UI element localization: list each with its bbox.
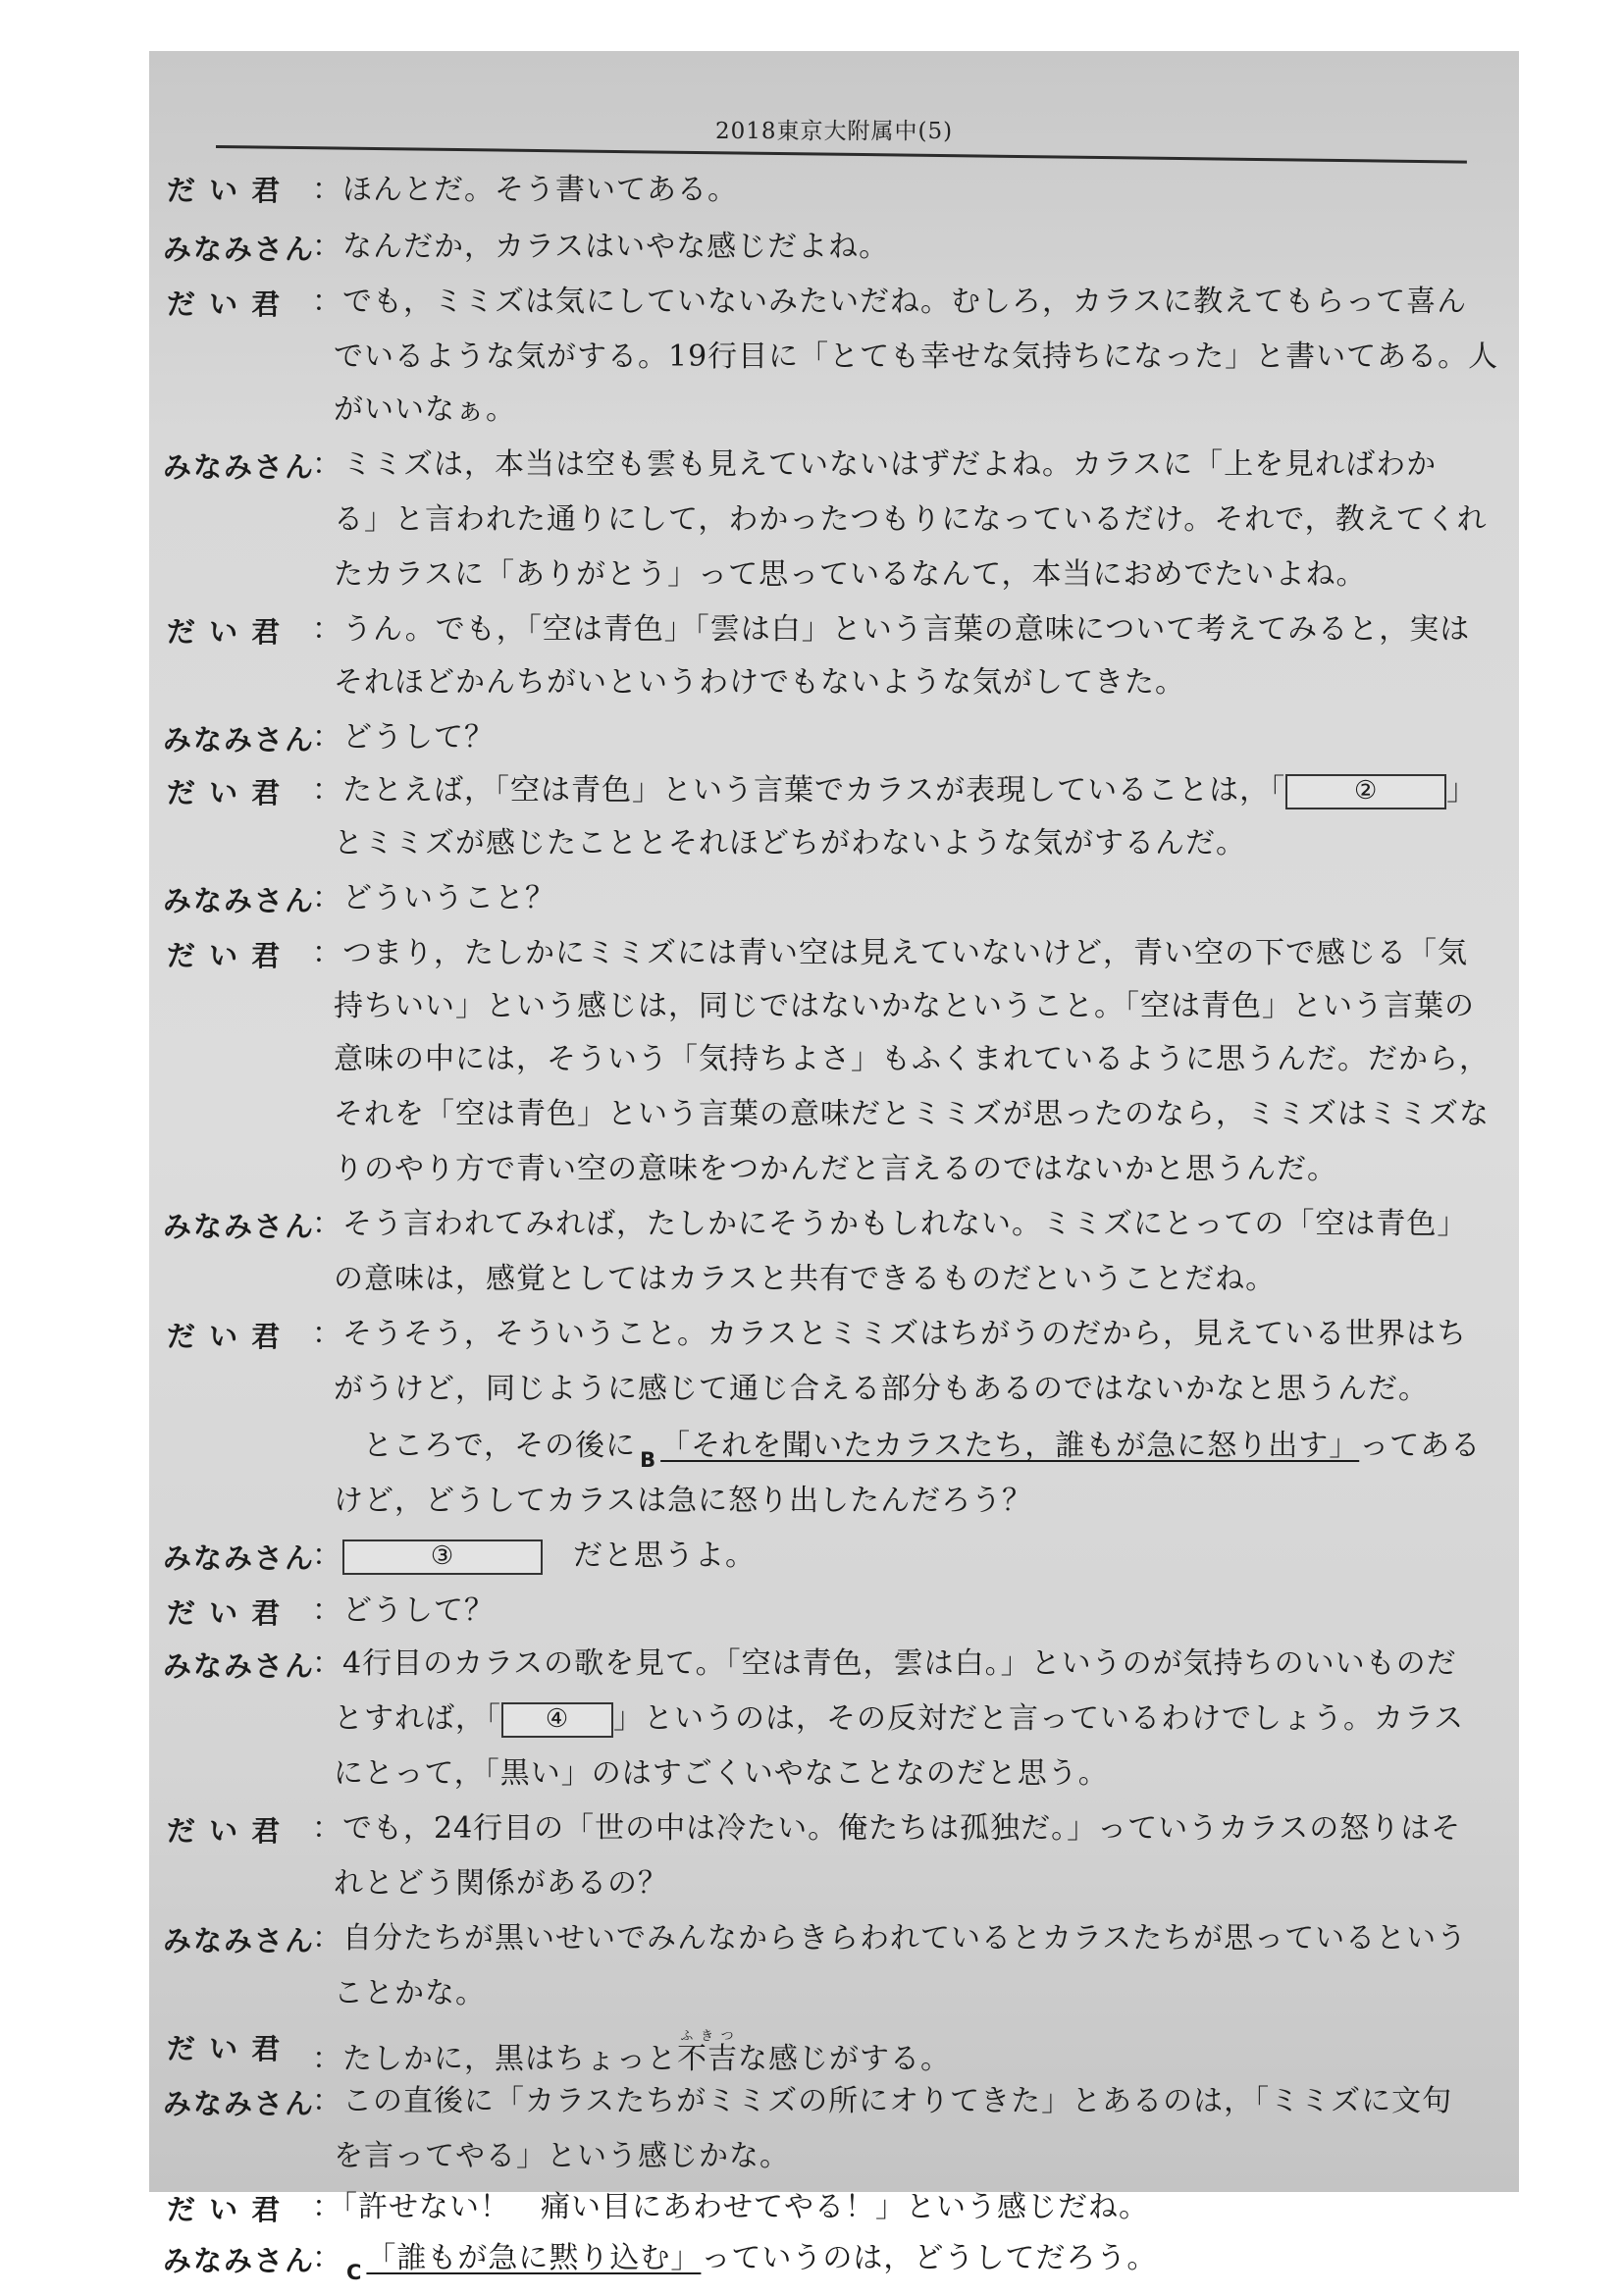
speaker-minami: みなみさん (163, 1541, 316, 1575)
speaker-minami: みなみさん (163, 1924, 316, 1957)
dialogue-line: ：そうそう，そういうこと。カラスとミミズはちがうのだから，見えている世界はち (312, 1317, 1468, 1351)
speaker-dai: だ い 君 (167, 1596, 283, 1630)
dialogue-line: る」と言われた通りにして，わかったつもりになっているだけ。それで，教えてくれ (334, 502, 1488, 537)
dialogue-line: ：つまり，たしかにミミズには青い空は見えていないけど，青い空の下で感じる「気 (312, 936, 1468, 970)
speaker-minami: みなみさん (163, 2087, 316, 2120)
blank-box-2: ② (1285, 774, 1446, 809)
dialogue-line: ：そう言われてみれば，たしかにそうかもしれない。ミミズにとっての「空は青色」 (312, 1207, 1468, 1241)
speaker-minami: みなみさん (163, 2244, 316, 2277)
dialogue-line: ： ③ だと思うよ。 (312, 1539, 756, 1573)
dialogue-line: ：たしかに，黒はちょっと不吉ふきつな感じがする。 (312, 2029, 951, 2076)
speaker-minami: みなみさん (163, 723, 316, 757)
speaker-dai: だ い 君 (167, 2193, 283, 2226)
speaker-minami: みなみさん (163, 1649, 316, 1683)
dialogue-line: ことかな。 (334, 1976, 486, 2010)
dialogue-line: 持ちいい」という感じは，同じではないかなということ。「空は青色」という言葉の (334, 989, 1475, 1023)
dialogue-line: ：「許せない！ 痛い目にあわせてやる！」という感じだね。 (312, 2190, 1149, 2224)
speaker-minami: みなみさん (163, 233, 316, 266)
speaker-dai: だ い 君 (167, 1320, 283, 1353)
dialogue-line: ：どういうこと？ (312, 881, 555, 915)
dialogue-line: それを「空は青色」という言葉の意味だとミミズが思ったのなら，ミミズはミミズな (334, 1097, 1490, 1131)
speaker-minami: みなみさん (163, 450, 316, 484)
dialogue-line: ：この直後に「カラスたちがミミズの所にオりてきた」とあるのは，「ミミズに文句 (312, 2084, 1453, 2118)
speaker-minami: みなみさん (163, 1210, 316, 1243)
dialogue-line: ：どうして？ (312, 1593, 495, 1628)
dialogue-line: がいいなぁ。 (334, 392, 516, 427)
furigana-word: 不吉ふきつ (677, 2029, 738, 2076)
dialogue-line: ： $_C$ 「誰もが急に黙り込む」っていうのは，どうしてだろう。 (312, 2241, 1158, 2284)
underline-c: 「誰もが急に黙り込む」 (366, 2241, 702, 2275)
speaker-dai: だ い 君 (167, 939, 283, 972)
dialogue-line: たカラスに「ありがとう」って思っているなんて，本当におめでたいよね。 (334, 557, 1367, 592)
underline-b: 「それを聞いたカラスたち，誰もが急に怒り出す」 (660, 1429, 1360, 1463)
dialogue-line: を言ってやる」という感じかな。 (334, 2139, 790, 2173)
dialogue-line: とすれば，「 ④ 」というのは，その反対だと言っているわけでしょう。カラス (334, 1701, 1465, 1736)
dialogue-line: の意味は，感覚としてはカラスと共有できるものだということだね。 (334, 1262, 1277, 1296)
dialogue-line: にとって，「黒い」のはすごくいやなことなのだと思う。 (334, 1756, 1109, 1791)
dialogue-line: ：自分たちが黒いせいでみんなからきらわれているとカラスたちが思っているという (312, 1921, 1468, 1956)
dialogue-line: ：でも，ミミズは気にしていないみたいだね。むしろ，カラスに教えてもらって喜ん (312, 285, 1468, 319)
dialogue-line: がうけど，同じように感じて通じ合える部分もあるのではないかなと思うんだ。 (334, 1372, 1429, 1406)
speaker-dai: だ い 君 (167, 174, 283, 207)
dialogue-line: ：でも，24行目の「世の中は冷たい。俺たちは孤独だ。」っていうカラスの怒りはそ (312, 1811, 1462, 1846)
speaker-dai: だ い 君 (167, 776, 283, 809)
blank-box-4: ④ (501, 1702, 613, 1738)
dialogue-line: ：4行目のカラスの歌を見て。「空は青色，雲は白。」というのが気持ちのいいものだ (312, 1646, 1457, 1681)
dialogue-line: でいるような気がする。19行目に「とても幸せな気持ちになった」と書いてある。人 (334, 339, 1499, 374)
dialogue-line: りのやり方で青い空の意味をつかんだと言えるのではないかと思うんだ。 (334, 1152, 1337, 1186)
marker-b: B (640, 1448, 657, 1472)
speaker-dai: だ い 君 (167, 287, 283, 321)
dialogue-line: ：なんだか，カラスはいやな感じだよね。 (312, 230, 890, 264)
dialogue-line: けど，どうしてカラスは急に怒り出したんだろう？ (334, 1484, 1033, 1518)
page-header: 2018東京大附属中(5) (714, 119, 954, 144)
dialogue-line: ：どうして？ (312, 720, 495, 755)
marker-c: C (346, 2261, 363, 2284)
dialogue-line: とミミズが感じたこととそれほどちがわないような気がするんだ。 (334, 826, 1246, 861)
dialogue-line: ：たとえば，「空は青色」という言葉でカラスが表現していることは，「 ② 」 (312, 773, 1478, 808)
dialogue-line: 意味の中には，そういう「気持ちよさ」もふくまれているように思うんだ。だから， (334, 1042, 1490, 1076)
speaker-minami: みなみさん (163, 884, 316, 917)
speaker-dai: だ い 君 (167, 1814, 283, 1848)
dialogue-line: それほどかんちがいというわけでもないような気がしてきた。 (334, 665, 1185, 700)
speaker-dai: だ い 君 (167, 615, 283, 649)
dialogue-line: ：うん。でも，「空は青色」「雲は白」という言葉の意味について考えてみると，実は (312, 612, 1471, 647)
dialogue-line: ：ほんとだ。そう書いてある。 (312, 173, 738, 207)
blank-box-3: ③ (342, 1539, 543, 1575)
dialogue-line: れとどう関係があるの？ (334, 1866, 668, 1901)
dialogue-line: ：ミミズは，本当は空も雲も見えていないはずだよね。カラスに「上を見ればわか (312, 447, 1438, 482)
speaker-dai: だ い 君 (167, 2032, 283, 2065)
dialogue-line: ところで，その後に $_B$ 「それを聞いたカラスたち，誰もが急に怒り出す」ってある (363, 1429, 1482, 1472)
